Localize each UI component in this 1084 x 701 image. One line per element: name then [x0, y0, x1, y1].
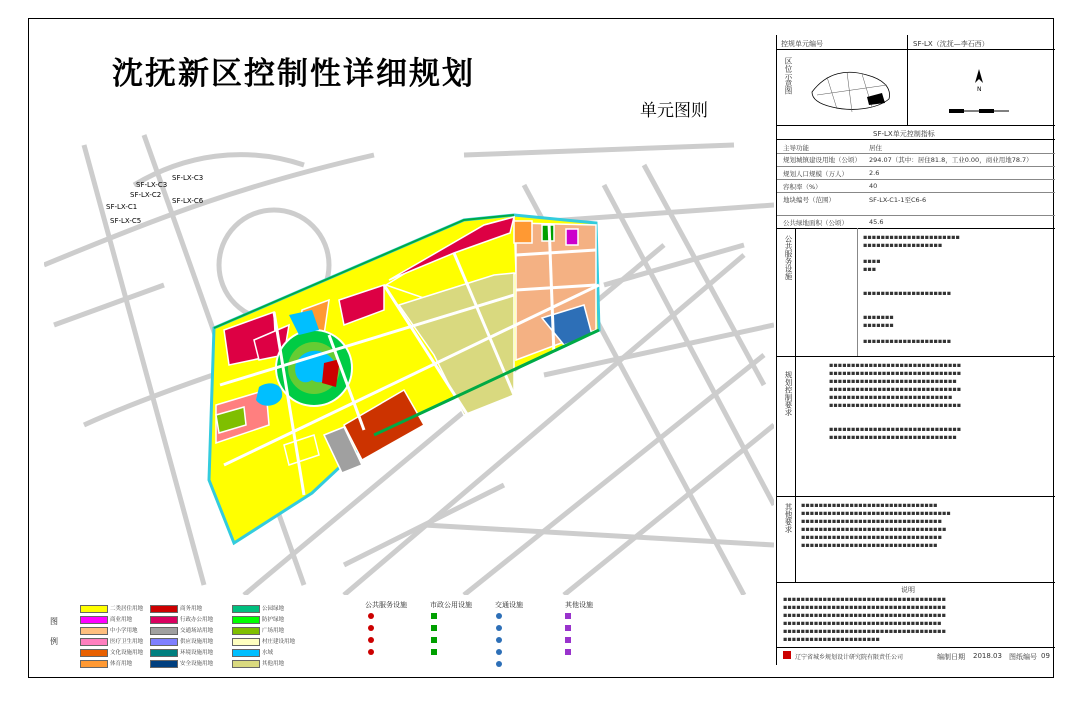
date-label: 编制日期 [937, 653, 965, 661]
legend-swatch [150, 649, 178, 657]
other-text: ▪▪▪▪▪▪▪▪▪▪▪▪▪▪▪▪▪▪▪▪▪▪▪▪▪▪▪▪▪▪▪ ▪▪▪▪▪▪▪▪▪▪▪▪▪▪▪▪▪▪▪▪▪▪▪▪▪▪▪▪▪▪▪▪▪▪ ▪▪▪▪▪▪▪▪▪▪▪▪▪▪▪▪▪▪▪▪▪▪▪▪▪▪▪▪▪▪▪▪ ▪▪▪▪▪▪▪▪▪▪▪▪▪▪▪▪▪▪▪▪▪▪▪▪▪▪▪▪▪▪▪▪▪ ▪▪▪▪▪▪▪▪▪▪▪▪▪▪▪▪▪▪▪▪▪▪▪▪▪▪▪▪▪▪▪▪ ▪▪▪▪▪▪▪▪▪▪▪▪▪▪▪▪▪▪▪▪▪▪▪▪▪▪▪▪▪▪▪ [801, 501, 951, 549]
legend-swatch [80, 616, 108, 624]
legend-swatch [150, 638, 178, 646]
legend-swatch-label: 环境设施用地 [180, 650, 214, 656]
legend-swatch-label: 村庄建设用地 [262, 639, 296, 645]
legend-swatch [80, 638, 108, 646]
legend-facility-icons [365, 612, 625, 672]
row-label: 规划人口规模（万人） [783, 170, 848, 178]
legend-swatch [150, 627, 178, 635]
row-value: 40 [869, 182, 878, 190]
control-side-label: 规划控制要求 [784, 371, 793, 416]
location-thumbnail [807, 57, 897, 117]
legend-swatch-label: 行政办公用地 [180, 617, 214, 623]
unit-no-value: SF-LX（沈抚—李石西） [913, 40, 989, 48]
unit-no-label: 控规单元编号 [781, 40, 823, 48]
legend-swatch [232, 616, 260, 624]
control-text: ▪▪▪▪▪▪▪▪▪▪▪▪▪▪▪▪▪▪▪▪▪▪▪▪▪▪▪▪▪▪ ▪▪▪▪▪▪▪▪▪▪▪▪▪▪▪▪▪▪▪▪▪▪▪▪▪▪▪▪▪▪ ▪▪▪▪▪▪▪▪▪▪▪▪▪▪▪▪▪▪▪▪▪▪▪▪▪▪▪▪▪ ▪▪▪▪▪▪▪▪▪▪▪▪▪▪▪▪▪▪▪▪▪▪▪▪▪▪▪▪▪▪ ▪▪▪▪▪▪▪▪▪▪▪▪▪▪▪▪▪▪▪▪▪▪▪▪▪▪▪▪ ▪▪▪▪▪▪▪▪▪▪▪▪▪▪▪▪▪▪▪▪▪▪▪▪▪▪▪▪▪▪ ▪▪▪▪▪▪▪▪▪▪▪▪▪▪▪▪▪▪▪▪▪▪▪▪▪▪▪▪▪▪ ▪▪▪▪▪▪▪▪▪▪▪▪▪▪▪▪▪▪▪▪▪▪▪▪▪▪▪▪▪ [829, 361, 962, 441]
legend-swatch-label: 文化设施用地 [110, 650, 144, 656]
table-title: SF-LX单元控制指标 [873, 130, 935, 138]
facilities-text: ▪▪▪▪▪▪▪▪▪▪▪▪▪▪▪▪▪▪▪▪▪▪ ▪▪▪▪▪▪▪▪▪▪▪▪▪▪▪▪▪▪ ▪▪▪▪ ▪▪▪ ▪▪▪▪▪▪▪▪▪▪▪▪▪▪▪▪▪▪▪▪ ▪▪▪▪▪▪▪ ▪▪▪▪▪▪▪ ▪▪▪▪▪▪▪▪▪▪▪▪▪▪▪▪▪▪▪▪ [863, 233, 960, 345]
north-arrow-scale-bar [949, 65, 1039, 125]
row-label: 主导功能 [783, 144, 809, 152]
row-label: 规划城镇建设用地（公顷） [783, 156, 861, 164]
legend-swatch-label: 交通场站用地 [180, 628, 214, 634]
unit-label-c2: SF-LX-C2 [130, 191, 162, 199]
row-value: 居住 [869, 144, 882, 152]
legend-swatch-label: 防护绿地 [262, 617, 285, 623]
legend-swatch [80, 660, 108, 668]
unit-label-c1: SF-LX-C1 [106, 203, 138, 211]
unit-label-c6: SF-LX-C6 [172, 197, 204, 205]
notes-title: 说明 [901, 586, 915, 594]
legend-swatch-label: 商务用地 [180, 606, 203, 612]
legend-swatch [232, 660, 260, 668]
other-side-label: 其他要求 [784, 503, 793, 533]
legend-swatch-label: 其他用地 [262, 661, 285, 667]
sheet-label: 图纸编号 [1009, 653, 1037, 661]
legend-swatch [232, 649, 260, 657]
legend-side-label-bottom: 例 [50, 637, 58, 646]
legend-swatch-label: 安全设施用地 [180, 661, 214, 667]
legend-swatch-label: 商业用地 [110, 617, 133, 623]
legend-swatch-label: 公园绿地 [262, 606, 285, 612]
location-label: 区位示意图 [784, 57, 793, 95]
legend-col-title: 市政公用设施 [430, 601, 472, 609]
page-subtitle: 单元图则 [640, 101, 708, 121]
unit-label-c3: SF-LX-C3 [172, 174, 204, 182]
row-value: SF-LX-C1-1至C6-6 [869, 196, 927, 204]
legend-swatch [150, 616, 178, 624]
row-label: 容积率（%） [783, 183, 822, 191]
row-value: 294.07（其中：居住81.8，工业0.00，商业用地78.7） [869, 156, 1033, 164]
legend-swatch [80, 649, 108, 657]
org-logo [783, 651, 791, 659]
planning-map[interactable] [44, 125, 774, 595]
page-title: 沈抚新区控制性详细规划 [112, 56, 475, 92]
legend-swatch [232, 627, 260, 635]
legend-col-title: 其他设施 [565, 601, 593, 609]
org-name: 辽宁省城乡规划设计研究院有限责任公司 [795, 654, 904, 661]
row-value: 2.6 [869, 169, 880, 177]
date-value: 2018.03 [973, 652, 1002, 660]
row-label: 地块编号（范围） [783, 196, 835, 204]
legend-swatch [232, 605, 260, 613]
svg-text:N: N [977, 86, 982, 93]
legend-swatch-label: 体育用地 [110, 661, 133, 667]
legend-swatch-label: 供应设施用地 [180, 639, 214, 645]
legend-side-label-top: 图 [50, 617, 58, 626]
legend-swatch [150, 660, 178, 668]
sheet-value: 09 [1041, 652, 1050, 660]
legend-swatch-label: 医疗卫生用地 [110, 639, 144, 645]
info-panel [776, 35, 1055, 665]
row-value: 45.6 [869, 218, 884, 226]
legend-swatch [80, 627, 108, 635]
unit-label-c5: SF-LX-C5 [110, 217, 142, 225]
legend-swatch [80, 605, 108, 613]
legend-swatch-label: 广场用地 [262, 628, 285, 634]
legend-swatch [150, 605, 178, 613]
legend-col-title: 交通设施 [495, 601, 523, 609]
facilities-side-label: 公共服务设施 [784, 235, 793, 280]
legend-swatch [232, 638, 260, 646]
notes-text: ▪▪▪▪▪▪▪▪▪▪▪▪▪▪▪▪▪▪▪▪▪▪▪▪▪▪▪▪▪▪▪▪▪▪▪▪▪ ▪▪▪▪▪▪▪▪▪▪▪▪▪▪▪▪▪▪▪▪▪▪▪▪▪▪▪▪▪▪▪▪▪▪▪▪▪ ▪▪▪▪▪▪▪▪▪▪▪▪▪▪▪▪▪▪▪▪▪▪▪▪▪▪▪▪▪▪▪▪▪▪▪▪▪ ▪▪▪▪▪▪▪▪▪▪▪▪▪▪▪▪▪▪▪▪▪▪▪▪▪▪▪▪▪▪▪▪▪▪▪▪ ▪▪▪▪▪▪▪▪▪▪▪▪▪▪▪▪▪▪▪▪▪▪▪▪▪▪▪▪▪▪▪▪▪▪▪▪▪ ▪▪▪▪▪▪▪▪▪▪▪▪▪▪▪▪▪▪▪▪▪▪ [783, 595, 946, 643]
legend-col-title: 公共服务设施 [365, 601, 407, 609]
legend-swatch-label: 水域 [262, 650, 274, 656]
legend-swatch-label: 二类居住用地 [110, 606, 144, 612]
row-label: 公共绿地面积（公顷） [783, 219, 848, 227]
legend-swatch-label: 中小学用地 [110, 628, 138, 634]
unit-label-c3b: SF-LX-C3 [136, 181, 168, 189]
